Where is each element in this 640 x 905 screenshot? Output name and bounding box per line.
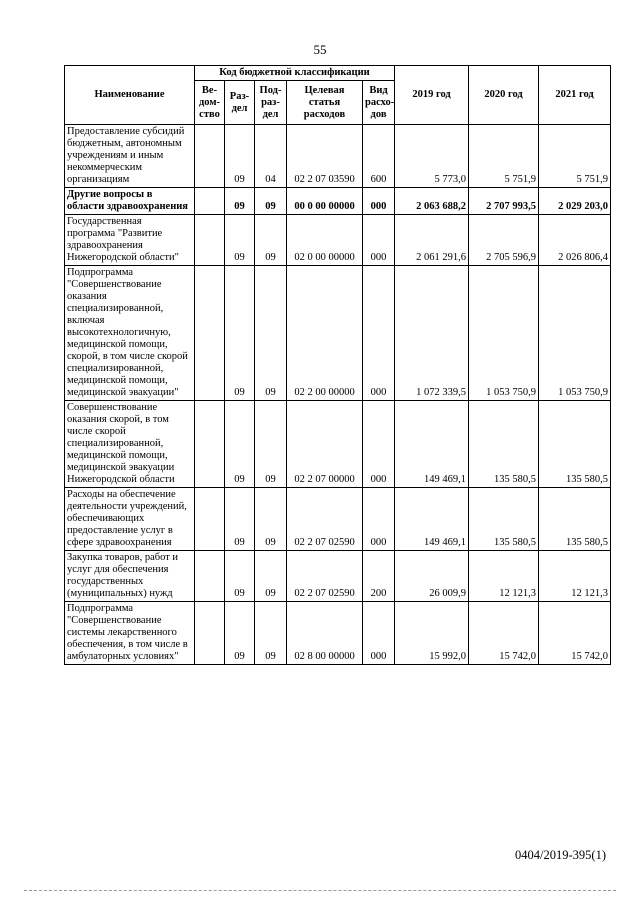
cell-tselevaya: 02 2 07 03590: [287, 125, 363, 188]
cell-ved: [195, 215, 225, 266]
cell-razdel: 09: [225, 125, 255, 188]
cell-y2020: 1 053 750,9: [469, 266, 539, 401]
table-row: [65, 401, 611, 488]
header-2019: 2019 год: [395, 66, 469, 125]
cell-y2019: 149 469,1: [395, 488, 469, 551]
cell-y2020: 15 742,0: [469, 602, 539, 665]
table-row: [65, 266, 611, 401]
cell-ved: [195, 401, 225, 488]
header-code-group: Код бюджетной классификации: [195, 66, 395, 81]
header-2021: 2021 год: [539, 66, 611, 125]
cell-vid: 000: [363, 266, 395, 401]
cell-y2021: 12 121,3: [539, 551, 611, 602]
cell-podrazdel: 09: [255, 551, 287, 602]
cell-vid: 000: [363, 401, 395, 488]
cell-y2021: 2 026 806,4: [539, 215, 611, 266]
cell-name: Подпрограмма "Совершенствование оказания специализированной, включая высокотехнологичную, медицинской помощи, скорой, в том числе скорой специализированной, медицинской помощи, медицинской эвакуации": [65, 266, 195, 401]
cell-tselevaya: 02 2 00 00000: [287, 266, 363, 401]
cell-podrazdel: 09: [255, 401, 287, 488]
header-tselevaya: Целевая статья расходов: [287, 81, 363, 125]
cell-y2020: 135 580,5: [469, 488, 539, 551]
cell-tselevaya: 02 2 07 00000: [287, 401, 363, 488]
cell-y2020: 12 121,3: [469, 551, 539, 602]
cell-ved: [195, 488, 225, 551]
cell-name: Подпрограмма "Совершенствование системы лекарственного обеспечения, в том числе в амбулаторных условиях": [65, 602, 195, 665]
cell-ved: [195, 551, 225, 602]
cell-razdel: 09: [225, 602, 255, 665]
cell-vid: 000: [363, 188, 395, 215]
cell-name: Другие вопросы в области здравоохранения: [65, 188, 195, 215]
cell-y2021: 1 053 750,9: [539, 266, 611, 401]
header-name: Наименование: [65, 66, 195, 125]
cell-y2021: 2 029 203,0: [539, 188, 611, 215]
table-body: [65, 125, 611, 665]
cell-podrazdel: 09: [255, 266, 287, 401]
cell-podrazdel: 09: [255, 215, 287, 266]
header-vid: Вид расхо- дов: [363, 81, 395, 125]
cell-name: Государственная программа "Развитие здравоохранения Нижегородской области": [65, 215, 195, 266]
table-row: [65, 488, 611, 551]
header-razdel: Раз- дел: [225, 81, 255, 125]
page-number: 55: [313, 42, 327, 57]
header-2020: 2020 год: [469, 66, 539, 125]
cell-y2019: 15 992,0: [395, 602, 469, 665]
cell-vid: 000: [363, 215, 395, 266]
cell-razdel: 09: [225, 401, 255, 488]
header-vedomstvo: Ве- дом- ство: [195, 81, 225, 125]
cell-razdel: 09: [225, 188, 255, 215]
cell-razdel: 09: [225, 215, 255, 266]
table-row: [65, 188, 611, 215]
cell-razdel: 09: [225, 551, 255, 602]
cell-vid: 200: [363, 551, 395, 602]
cell-y2020: 2 705 596,9: [469, 215, 539, 266]
table-row: [65, 215, 611, 266]
cell-vid: 000: [363, 488, 395, 551]
table-row: [65, 125, 611, 188]
cell-ved: [195, 602, 225, 665]
cell-vid: 600: [363, 125, 395, 188]
cell-y2019: 2 061 291,6: [395, 215, 469, 266]
document-id: 0404/2019-395(1): [515, 848, 606, 862]
cell-y2021: 135 580,5: [539, 401, 611, 488]
cell-name: Предоставление субсидий бюджетным, автономным учреждениям и иным некоммерческим организациям: [65, 125, 195, 188]
cell-y2019: 5 773,0: [395, 125, 469, 188]
cell-y2021: 135 580,5: [539, 488, 611, 551]
table-row: [65, 551, 611, 602]
cell-razdel: 09: [225, 488, 255, 551]
cell-y2019: 26 009,9: [395, 551, 469, 602]
cell-ved: [195, 188, 225, 215]
cell-ved: [195, 125, 225, 188]
cell-podrazdel: 09: [255, 188, 287, 215]
cell-tselevaya: 02 8 00 00000: [287, 602, 363, 665]
cell-y2020: 135 580,5: [469, 401, 539, 488]
cell-name: Совершенствование оказания скорой, в том числе скорой специализированной, медицинской помощи, медицинской эвакуации Нижегородской области: [65, 401, 195, 488]
cell-y2021: 5 751,9: [539, 125, 611, 188]
cell-name: Расходы на обеспечение деятельности учреждений, обеспечивающих предоставление услуг в сфере здравоохранения: [65, 488, 195, 551]
cell-y2019: 2 063 688,2: [395, 188, 469, 215]
cell-tselevaya: 00 0 00 00000: [287, 188, 363, 215]
cell-name: Закупка товаров, работ и услуг для обеспечения государственных (муниципальных) нужд: [65, 551, 195, 602]
cell-tselevaya: 02 2 07 02590: [287, 488, 363, 551]
cell-podrazdel: 09: [255, 602, 287, 665]
cell-y2020: 2 707 993,5: [469, 188, 539, 215]
cell-razdel: 09: [225, 266, 255, 401]
cell-y2019: 149 469,1: [395, 401, 469, 488]
cell-podrazdel: 04: [255, 125, 287, 188]
cell-y2019: 1 072 339,5: [395, 266, 469, 401]
scan-edge-line: [24, 890, 616, 892]
header-podrazdel: Под- раз- дел: [255, 81, 287, 125]
cell-ved: [195, 266, 225, 401]
budget-table: [64, 65, 611, 665]
cell-tselevaya: 02 0 00 00000: [287, 215, 363, 266]
table-row: [65, 602, 611, 665]
cell-vid: 000: [363, 602, 395, 665]
cell-y2021: 15 742,0: [539, 602, 611, 665]
cell-podrazdel: 09: [255, 488, 287, 551]
cell-tselevaya: 02 2 07 02590: [287, 551, 363, 602]
cell-y2020: 5 751,9: [469, 125, 539, 188]
